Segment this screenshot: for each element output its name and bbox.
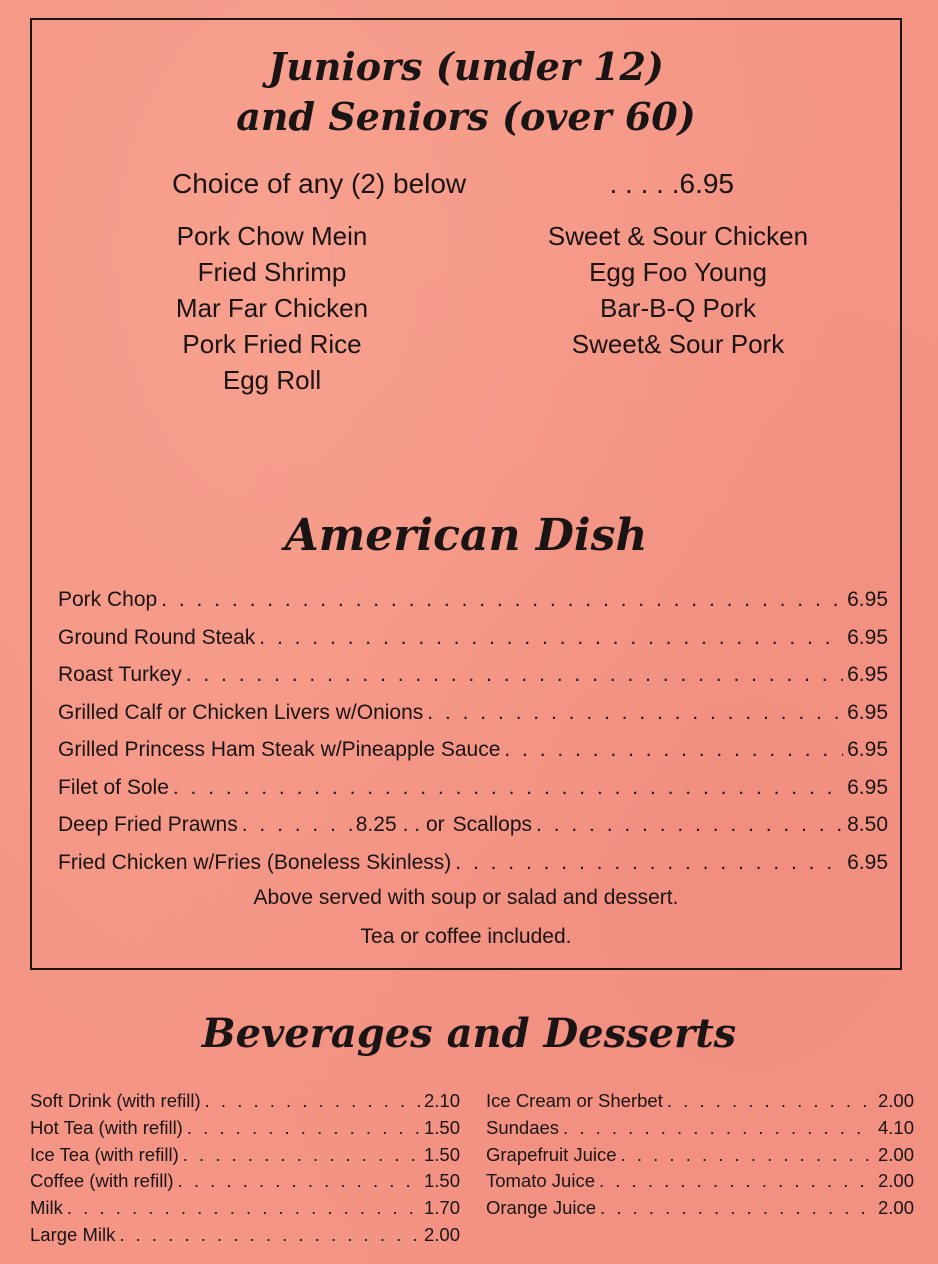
- menu-row: [30, 1197, 460, 1224]
- menu-row: [58, 626, 888, 664]
- choice-dots: . . . .: [609, 168, 664, 199]
- american-dish-list: [58, 588, 888, 888]
- item-price: 6.95: [847, 588, 888, 611]
- tea-coffee-note: Tea or coffee included.: [360, 925, 572, 948]
- item-mid-price: 8.25: [355, 813, 397, 836]
- menu-row: [58, 588, 888, 626]
- list-item: Pork Chow Mein: [176, 221, 368, 251]
- choice-line: [172, 168, 734, 200]
- dot-leader: [536, 813, 843, 837]
- menu-row: [30, 1144, 460, 1171]
- menu-row: [30, 1090, 460, 1117]
- menu-row: [58, 776, 888, 814]
- item-price: 1.50: [423, 1170, 460, 1192]
- dot-leader: [205, 1090, 420, 1112]
- menu-row: [486, 1090, 914, 1117]
- dot-leader: [563, 1117, 874, 1139]
- served-with-note: Above served with soup or salad and dessert.: [253, 886, 679, 909]
- list-item: Fried Shrimp: [197, 257, 347, 287]
- dot-leader: [427, 701, 843, 725]
- list-item: Mar Far Chicken: [175, 293, 369, 323]
- item-name: Filet of Sole: [58, 775, 169, 799]
- item-name: Large Milk: [30, 1223, 116, 1245]
- item-name: Grapefruit Juice: [486, 1143, 617, 1165]
- dot-leader: [187, 1117, 420, 1139]
- item-price: 8.50: [847, 813, 888, 836]
- item-name: Deep Fried Prawns: [58, 813, 238, 836]
- dot-leader: [178, 1170, 420, 1192]
- item-name: Ground Round Steak: [58, 625, 256, 649]
- choice-price: .6.95: [671, 168, 734, 199]
- item-name: Grilled Calf or Chicken Livers w/Onions: [58, 700, 424, 724]
- menu-row: [486, 1170, 914, 1197]
- dot-leader: [183, 1144, 420, 1166]
- dot-leader: [161, 588, 843, 612]
- dot-leader: [667, 1090, 874, 1112]
- or-connector: . . or: [402, 813, 445, 836]
- dot-leader: [67, 1197, 420, 1219]
- list-item: Sweet& Sour Pork: [571, 329, 785, 359]
- choice-label: Choice of any (2) below: [172, 168, 467, 199]
- specials-box: [30, 18, 902, 970]
- dot-leader: [259, 626, 843, 650]
- item-name: Ice Tea (with refill): [30, 1143, 179, 1165]
- dot-leader: [599, 1170, 874, 1192]
- item-name: Milk: [30, 1197, 63, 1219]
- list-item: Egg Foo Young: [589, 257, 767, 287]
- beverages-left-column: [30, 1090, 460, 1251]
- menu-row: [58, 738, 888, 776]
- item-price: 6.95: [847, 663, 888, 686]
- menu-row: [58, 663, 888, 701]
- list-item: Pork Fried Rice: [182, 329, 362, 359]
- item-name: Grilled Princess Ham Steak w/Pineapple Sauce: [58, 738, 501, 761]
- juniors-seniors-heading: [32, 42, 900, 142]
- heading-line-2: and Seniors (over 60): [236, 94, 696, 139]
- item-name: Tomato Juice: [486, 1170, 595, 1192]
- item-price: 4.10: [877, 1116, 914, 1138]
- item-name: Coffee (with refill): [30, 1170, 174, 1192]
- item-price: 2.00: [877, 1090, 914, 1111]
- menu-row: [486, 1144, 914, 1171]
- american-dish-heading: American Dish: [284, 510, 648, 561]
- item-price: 2.00: [877, 1143, 914, 1165]
- dot-leader: [600, 1197, 874, 1219]
- menu-row: [58, 851, 888, 889]
- list-item: Bar-B-Q Pork: [599, 293, 757, 323]
- item-name: Fried Chicken w/Fries (Boneless Skinless): [58, 850, 452, 874]
- item-price: 6.95: [847, 850, 888, 874]
- item-alt-name: Scallops: [452, 813, 533, 836]
- dot-leader: [455, 851, 843, 875]
- item-name: Hot Tea (with refill): [30, 1116, 183, 1138]
- menu-row: [30, 1170, 460, 1197]
- dot-leader: [186, 663, 843, 687]
- menu-row: [486, 1117, 914, 1144]
- menu-row: [58, 813, 888, 851]
- item-price: 6.95: [847, 775, 888, 799]
- item-name: Soft Drink (with refill): [30, 1090, 201, 1111]
- juniors-right-column: [468, 218, 888, 362]
- menu-row: [58, 701, 888, 739]
- item-price: 2.00: [423, 1223, 460, 1245]
- dot-leader: [504, 738, 843, 762]
- item-price: 6.95: [847, 700, 888, 724]
- dot-leader: [621, 1144, 874, 1166]
- item-price: 2.10: [423, 1090, 460, 1111]
- item-price: 1.70: [423, 1197, 460, 1219]
- heading-line-1: Juniors (under 12): [268, 44, 664, 89]
- item-price: 2.00: [877, 1197, 914, 1219]
- item-price: 1.50: [423, 1143, 460, 1165]
- item-price: 6.95: [847, 625, 888, 649]
- item-price: 6.95: [847, 738, 888, 761]
- item-name: Ice Cream or Sherbet: [486, 1090, 663, 1111]
- juniors-left-column: [62, 218, 482, 398]
- dot-leader: [242, 813, 352, 837]
- item-price: 1.50: [423, 1116, 460, 1138]
- list-item: Sweet & Sour Chicken: [547, 221, 809, 251]
- dot-leader: [173, 776, 843, 800]
- dot-leader: [119, 1224, 420, 1246]
- list-item: Egg Roll: [222, 365, 322, 395]
- menu-row: [30, 1224, 460, 1251]
- beverages-right-column: [486, 1090, 914, 1224]
- item-name: Pork Chop: [58, 588, 158, 611]
- menu-row: [30, 1117, 460, 1144]
- item-name: Sundaes: [486, 1116, 560, 1138]
- item-name: Roast Turkey: [58, 663, 182, 686]
- item-price: 2.00: [877, 1170, 914, 1192]
- item-name: Orange Juice: [486, 1197, 597, 1219]
- menu-row: [486, 1197, 914, 1224]
- beverages-heading: Beverages and Desserts: [201, 1010, 737, 1057]
